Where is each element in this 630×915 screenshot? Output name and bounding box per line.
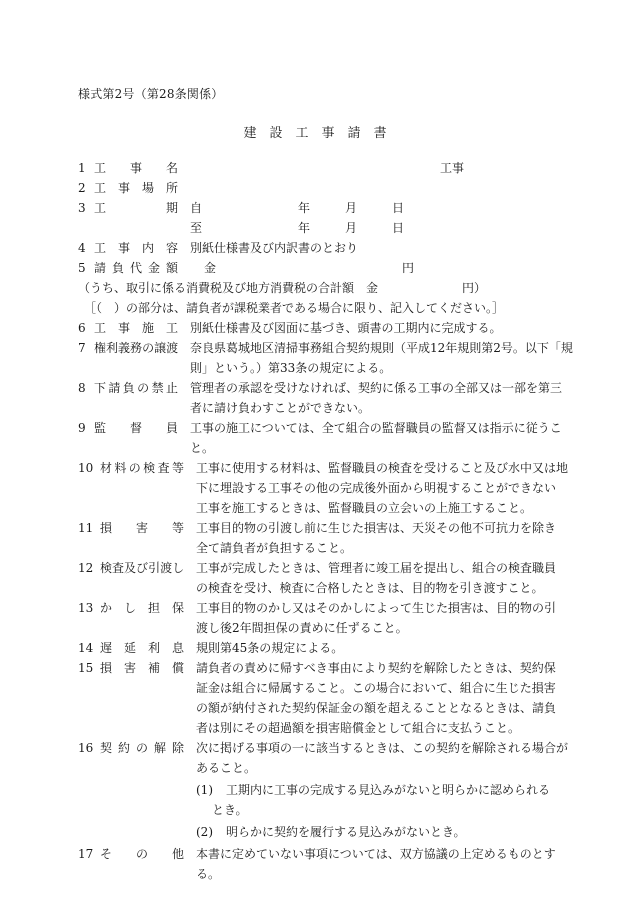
item-label-char: 負 xyxy=(122,381,135,395)
item-label-char: し xyxy=(123,601,136,615)
item-label-char: 事 xyxy=(129,161,142,175)
item-label-char: 契 xyxy=(100,741,113,755)
item-label-char: 請 xyxy=(108,381,121,395)
item-label xyxy=(94,238,178,258)
item-text: 則」という。）第33条の規定による。 xyxy=(190,361,392,375)
item-label-char: 義 xyxy=(118,341,131,355)
form-number: 様式第2号（第28条関係） xyxy=(78,87,224,101)
item-label-char: 権 xyxy=(94,341,107,355)
amount-yen: 円 xyxy=(402,261,415,275)
item-label xyxy=(94,258,178,278)
item-label-char: 遅 xyxy=(100,641,113,655)
item-label xyxy=(94,418,178,438)
item-number: 6 xyxy=(78,321,86,335)
item-number: 10 xyxy=(78,461,94,475)
item-label-char: 息 xyxy=(171,641,184,655)
item-text: 別紙仕様書及び内訳書のとおり xyxy=(190,241,359,255)
item-label-char: 代 xyxy=(129,261,142,275)
item-label xyxy=(100,598,184,618)
item-number: 4 xyxy=(78,241,86,255)
item-text: 工事が完成したときは、管理者に竣工届を提出し、組合の検査職員 xyxy=(196,561,557,575)
item-number: 3 xyxy=(78,201,86,215)
item-label-char: 下 xyxy=(94,381,107,395)
item-text: 工事目的物のかし又はそのかしによって生じた損害は、目的物の引 xyxy=(196,601,557,615)
item-label-char: 利 xyxy=(147,641,160,655)
item-label-char: 害 xyxy=(123,661,136,675)
item-label-char: か xyxy=(100,601,113,615)
item-text: 規則第45条の規定による。 xyxy=(196,641,344,655)
item-label-char: し xyxy=(172,561,185,575)
document-title: 建設工事請書 xyxy=(243,126,400,141)
tax-note: （うち、取引に係る消費税及び地方消費税の合計額 金 xyxy=(78,281,379,295)
item-number: 15 xyxy=(78,661,94,675)
item-number: 17 xyxy=(78,847,94,861)
bracket-note: ［（ ）の部分は、請負者が課税業者である場合に限り、記入してください。］ xyxy=(84,301,505,315)
item-label-char: 工 xyxy=(94,161,107,175)
item-label-char: 員 xyxy=(165,421,178,435)
item-text: の額が納付された契約保証金の額を超えることとなるときは、請負 xyxy=(196,701,557,715)
item-label-char: 約 xyxy=(117,741,130,755)
item-text: 管理者の承認を受けなければ、契約に係る工事の全部又は一部を第三 xyxy=(190,381,563,395)
item-text: 奈良県葛城地区清掃事務組合契約規則（平成12年規則第2号。以下「規 xyxy=(190,341,573,355)
item-label-char: 等 xyxy=(171,521,184,535)
item-text: 工事に使用する材料は、監督職員の検査を受けること及び水中又は地 xyxy=(196,461,569,475)
list-text: 工期内に工事の完成する見込みがないと明らかに認められる xyxy=(226,783,551,797)
item-label-char: そ xyxy=(100,847,113,861)
item-label-char: 施 xyxy=(141,321,154,335)
item-label-char: 料 xyxy=(114,461,127,475)
item-number: 5 xyxy=(78,261,86,275)
item-label-char: 及 xyxy=(124,561,137,575)
item-label-char: 担 xyxy=(147,601,160,615)
item-label-char: 事 xyxy=(117,321,130,335)
item-label-char: 工 xyxy=(165,321,178,335)
period-month: 月 xyxy=(345,221,358,235)
item-label xyxy=(100,558,184,578)
item-label-char: 額 xyxy=(165,261,178,275)
item-label-char: 渡 xyxy=(166,341,179,355)
item-text: 次に掲げる事項の一に該当するときは、この契約を解除される場合が xyxy=(196,741,569,755)
item-label xyxy=(100,638,184,658)
item-label-char: 工 xyxy=(94,321,107,335)
item-number: 1 xyxy=(78,161,86,175)
item-number: 14 xyxy=(78,641,94,655)
list-text: 明らかに契約を履行する見込みがないとき。 xyxy=(226,825,466,839)
item-label-char: 償 xyxy=(171,661,184,675)
item-label-char: 工 xyxy=(94,201,107,215)
period-year: 年 xyxy=(298,221,311,235)
item-text: 工事の施工については、全て組合の監督職員の監督又は指示に従うこ xyxy=(190,421,562,435)
item-label xyxy=(94,318,178,338)
item-label-char: 査 xyxy=(112,561,125,575)
period-day: 日 xyxy=(392,201,405,215)
item-label-char: 負 xyxy=(111,261,124,275)
list-text: とき。 xyxy=(212,803,248,817)
item-label-char: 督 xyxy=(129,421,142,435)
item-text: 者は別にその超過額を損害賠償金として組合に支払うこと。 xyxy=(196,721,521,735)
item-label-char: 内 xyxy=(141,241,154,255)
item-label xyxy=(94,198,178,218)
item-number: 11 xyxy=(78,521,94,535)
item-label xyxy=(100,738,184,758)
item-number: 7 xyxy=(78,341,86,355)
item-label-char: 事 xyxy=(117,241,130,255)
period-day: 日 xyxy=(392,221,405,235)
item-label-char: 止 xyxy=(165,381,178,395)
item-label-char: 解 xyxy=(153,741,166,755)
item-label-char: 検 xyxy=(143,461,156,475)
item-label-char: 材 xyxy=(100,461,113,475)
item-label-char: 容 xyxy=(165,241,178,255)
item-text: る。 xyxy=(196,867,221,881)
item-label-char: 工 xyxy=(94,241,107,255)
item-label-char: 補 xyxy=(147,661,160,675)
item-label xyxy=(100,844,184,864)
item-label-char: 務 xyxy=(130,341,143,355)
item-text: 渡し後2年間担保の責めに任ずること。 xyxy=(196,621,408,635)
item-label xyxy=(94,158,178,178)
period-to-label: 至 xyxy=(190,221,203,235)
item-label-char: の xyxy=(128,461,141,475)
period-month: 月 xyxy=(345,201,358,215)
item-label-char: 等 xyxy=(171,461,184,475)
item-label-char: 事 xyxy=(117,181,130,195)
item-label-char: 損 xyxy=(100,661,113,675)
item-text: 請負者の責めに帰すべき事由により契約を解除したときは、契約保 xyxy=(196,661,556,675)
item-label-char: の xyxy=(137,381,150,395)
item-label-char: 害 xyxy=(135,521,148,535)
item-text: あること。 xyxy=(196,761,257,775)
item-number: 13 xyxy=(78,601,94,615)
item-number: 8 xyxy=(78,381,86,395)
item-text: 者に請け負わすことができない。 xyxy=(190,401,371,415)
item-number: 16 xyxy=(78,741,94,755)
item-label-char: 損 xyxy=(100,521,113,535)
item-number: 12 xyxy=(78,561,94,575)
item-label-char: 他 xyxy=(171,847,184,861)
item-label-char: 査 xyxy=(157,461,170,475)
item-text: と。 xyxy=(190,441,215,455)
item-label-char: 除 xyxy=(171,741,184,755)
item-label-char: 譲 xyxy=(154,341,167,355)
item-label xyxy=(100,518,184,538)
item-label-char: 場 xyxy=(141,181,154,195)
list-mark: (2) xyxy=(196,825,213,839)
item-label-char: 期 xyxy=(165,201,178,215)
item-label xyxy=(94,338,178,358)
item-label-char: 延 xyxy=(123,641,136,655)
item-label-char: 利 xyxy=(106,341,119,355)
list-mark: (1) xyxy=(196,783,213,797)
period-from-label: 自 xyxy=(190,201,203,215)
item-label-char: 金 xyxy=(147,261,160,275)
item-label xyxy=(100,458,184,478)
item-label-char: び xyxy=(136,561,149,575)
period-year: 年 xyxy=(298,201,311,215)
item-label xyxy=(94,178,178,198)
item-label-char: 請 xyxy=(94,261,107,275)
item-label-char: 保 xyxy=(171,601,184,615)
item-text: 工事を施工するときは、監督職員の立会いの上施工すること。 xyxy=(196,501,533,515)
item-text: 全て請負者が負担すること。 xyxy=(196,541,353,555)
item-label-char: 禁 xyxy=(151,381,164,395)
item-label-char: の xyxy=(142,341,155,355)
amount-prefix: 金 xyxy=(204,261,217,275)
item-label-char: 引 xyxy=(148,561,161,575)
tax-yen: 円） xyxy=(462,281,487,295)
project-name-suffix: 工事 xyxy=(440,161,465,175)
item-label-char: の xyxy=(135,741,148,755)
item-label-char: 工 xyxy=(94,181,107,195)
item-label-char: 渡 xyxy=(160,561,173,575)
item-label xyxy=(100,658,184,678)
item-label-char: 監 xyxy=(94,421,107,435)
item-label xyxy=(94,378,178,398)
item-label-char: 検 xyxy=(100,561,113,575)
item-text: 下に埋設する工事その他の完成後外面から明視することができない xyxy=(196,481,557,495)
item-label-char: 所 xyxy=(165,181,178,195)
item-text: の検査を受け、検査に合格したときは、目的物を引き渡すこと。 xyxy=(196,581,544,595)
item-label-char: の xyxy=(135,847,148,861)
item-text: 証金は組合に帰属すること。この場合において、組合に生じた損害 xyxy=(196,681,556,695)
item-label-char: 名 xyxy=(165,161,178,175)
item-text: 本書に定めていない事項については、双方協議の上定めるものとす xyxy=(196,847,556,861)
item-number: 9 xyxy=(78,421,86,435)
item-text: 別紙仕様書及び図面に基づき、頭書の工期内に完成する。 xyxy=(190,321,502,335)
item-number: 2 xyxy=(78,181,86,195)
item-text: 工事目的物の引渡し前に生じた損害は、天災その他不可抗力を除き xyxy=(196,521,557,535)
